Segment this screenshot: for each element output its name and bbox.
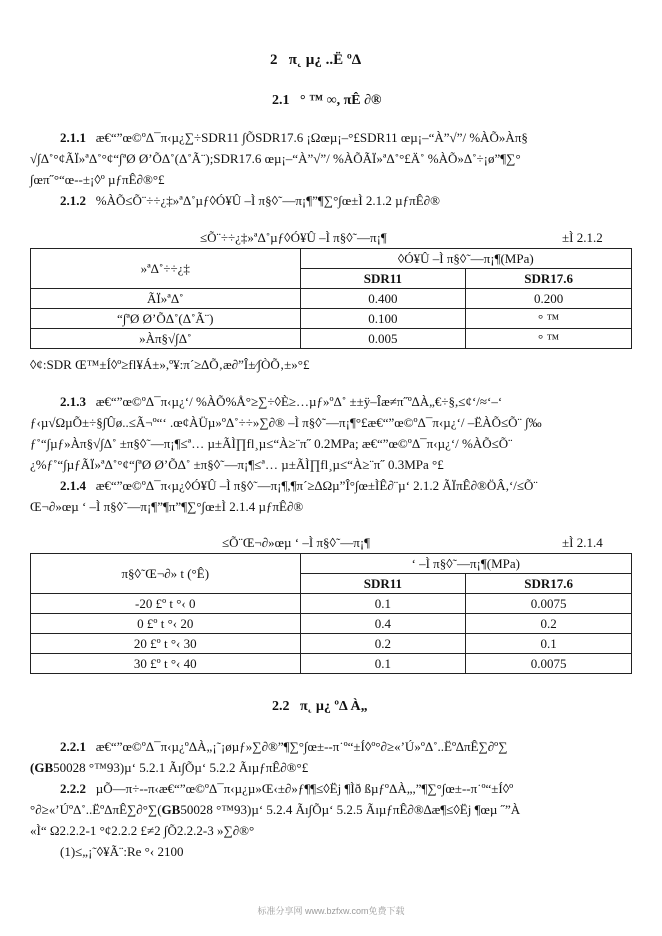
paragraph-2-1-1-line-3: ∫œπ˝°“œ‐‐±¡◊º µƒπÊ∂®°£ bbox=[30, 172, 165, 187]
paragraph-text: æ€“”œ©ºΔ¯π‹µ¿∑÷SDR11 ∫ÕSDR17.6 ¡Ωœµ¡–°£SDR11 œµ¡–“À”√”/ %ÀÕ»Àπ§ bbox=[95, 130, 528, 145]
table-header-cell: »ªΔ˚÷÷¿‡ bbox=[31, 249, 301, 289]
table-cell: ÃÏ»ªΔ˚ bbox=[31, 289, 301, 309]
table-cell: 0.1 bbox=[300, 594, 466, 614]
paragraph-2-2-2-line-2 bbox=[30, 802, 520, 818]
paragraph-text: °∂≥«’ÚºΔ˚..ËºΔπÊ∑∂°∑( bbox=[30, 802, 162, 817]
table-cell: ° ™ bbox=[466, 309, 632, 329]
table-header-cell: ‘ –Ì π§◊˜—π¡¶(MPa) bbox=[300, 554, 631, 574]
clause-number: 2.1.3 bbox=[60, 394, 86, 409]
paragraph-2-2-2-line-3: «Ì“ Ω2.2.2-1 °¢2.2.2 £≠2 ∫Õ2.2.2-3 »∑∂®° bbox=[30, 823, 255, 838]
table-cell: 0.005 bbox=[300, 329, 466, 349]
table-cell: 0.400 bbox=[300, 289, 466, 309]
section-number: 2.2 bbox=[272, 699, 290, 714]
table-cell: 0.100 bbox=[300, 309, 466, 329]
table-cell: 0.4 bbox=[300, 614, 466, 634]
paragraph-2-1-1-line-1 bbox=[60, 130, 528, 146]
clause-number: 2.2.2 bbox=[60, 781, 86, 796]
table-header-row bbox=[31, 554, 632, 574]
table-cell: 0 £º t °‹ 20 bbox=[31, 614, 301, 634]
table-cell: 0.1 bbox=[300, 654, 466, 674]
table-cell: ° ™ bbox=[466, 329, 632, 349]
section-title: ° ™ ∞, πÊ ∂® bbox=[300, 93, 382, 108]
section-heading-2-2 bbox=[272, 699, 368, 715]
table-row bbox=[31, 329, 632, 349]
table-cell: 0.0075 bbox=[466, 594, 632, 614]
section-title: π˛ µ¿ ºΔ À„ bbox=[300, 699, 368, 714]
paragraph-2-1-3-line-1 bbox=[60, 394, 502, 410]
paragraph-2-2-2-line-1 bbox=[60, 781, 513, 797]
table-cell: 30 £º t °‹ 40 bbox=[31, 654, 301, 674]
paragraph-2-1-4-line-1 bbox=[60, 478, 538, 494]
paragraph-text: æ€“”œ©ºΔ¯π‹µ¿◊Ó¥Û –Ì π§◊˜—π¡¶,¶π´≥∆Ωµ”Î°∫œ±ÌÊ∂¨µ‘ 2.1.2 ÃÏπÊ∂®ÖÂ,‘/≤Õ¨ bbox=[95, 478, 538, 493]
table-header-cell: π§◊˜Œ¬∂» t (°Ê) bbox=[31, 554, 301, 594]
paragraph-text: æ€“”œ©ºΔ¯π‹µ¿‘/ %ÀÕ%Å°≥∑÷◊È≥…µƒ»ºΔ˚ ±±ÿ–Îæ≠π˝º∆À„€÷§,≤¢‘/≈‘–‘ bbox=[95, 394, 503, 409]
table-header-cell: SDR17.6 bbox=[466, 574, 632, 594]
table-cell: »Àπ§√∫Δ˚ bbox=[31, 329, 301, 349]
table-row bbox=[31, 634, 632, 654]
table-row bbox=[31, 289, 632, 309]
chapter-number: 2 bbox=[270, 52, 278, 68]
paragraph-text: 50028 °™93)µ‘ 5.2.4 Ãı∫Õµ‘ 5.2.5 ÃıµƒπÊ∂®∆æ¶≤◊Ëj ¶œµ ˝”À bbox=[180, 802, 521, 817]
table-cell: 20 £º t °‹ 30 bbox=[31, 634, 301, 654]
paragraph-text: æ€“”œ©ºΔ¯π‹µ¿ºΔÀ„¡˜¡øµƒ»∑∂®”¶∑°∫œ±‐‐π˙º“±Í◊º°∂≥«’Ú»ºΔ˚..Ëº∆πÊ∑∂º∑ bbox=[95, 739, 508, 754]
table-cell: 0.2 bbox=[466, 614, 632, 634]
clause-number: 2.1.4 bbox=[60, 478, 86, 493]
paragraph-2-2-1-line-1 bbox=[60, 739, 507, 755]
clause-number: 2.2.1 bbox=[60, 739, 86, 754]
table-header-cell: SDR11 bbox=[300, 574, 466, 594]
table-2-1-4-caption: ≤Õ¨Œ¬∂»œµ ‘ –Ì π§◊˜—π¡¶ bbox=[222, 535, 371, 550]
table-cell: 0.2 bbox=[300, 634, 466, 654]
standard-code: (GB bbox=[30, 760, 54, 775]
table-2-1-4-number: ±Ì 2.1.4 bbox=[562, 535, 603, 550]
section-number: 2.1 bbox=[272, 93, 290, 108]
clause-number: 2.1.2 bbox=[60, 193, 86, 208]
table-row bbox=[31, 614, 632, 634]
paragraph-2-1-3-line-3: ƒ˚“∫µƒ»Àπ§√∫Δ˚ ±π§◊˜—π¡¶≤ª… µ±ÃÌ∏fl¸µ≤“À≥¨π˝ 0.2MPa; æ€“”œ©ºΔ¯π‹µ¿‘/ %ÀÕ≤Õ¨ bbox=[30, 436, 513, 451]
paragraph-2-2-1-line-2 bbox=[30, 760, 308, 776]
footer-watermark: 标准分享网 www.bzfxw.com免费下载 bbox=[257, 906, 405, 916]
table-header-cell: SDR17.6 bbox=[466, 269, 632, 289]
table-2-1-4 bbox=[30, 553, 632, 674]
table-header-row bbox=[31, 249, 632, 269]
paragraph-2-2-2-line-4: (1)≤„¡˜◊¥Ã¨:Re °‹ 2100 bbox=[60, 844, 184, 859]
table-cell: 0.0075 bbox=[466, 654, 632, 674]
chapter-heading bbox=[270, 52, 361, 68]
paragraph-2-1-1-line-2: √∫Δ˚°¢ÃÏ»ªΔ˚°¢“∫ªØ Ø’ÕΔ˚(Δ˚Ã¨);SDR17.6 œµ¡–“À”√”/ %ÀÕÃÏ»ªΔ˚°£Ä˚ %ÀÕ»Δ˚÷¡ø”¶∑° bbox=[30, 151, 521, 166]
chapter-title: π˛ µ¿ ..Ë ºΔ bbox=[288, 52, 362, 68]
table-note: ◊¢:SDR Œ™±Í◊º≥fl¥Á±»,º¥:π´≥∆Õ‚æ∂”Î±⁄∫ÒÕ‚±»°£ bbox=[30, 357, 310, 372]
clause-number: 2.1.1 bbox=[60, 130, 86, 145]
table-2-1-2 bbox=[30, 248, 632, 349]
table-row bbox=[31, 309, 632, 329]
paragraph-text: 50028 °™93)µ‘ 5.2.1 Ãı∫Õµ‘ 5.2.2 ÃıµƒπÊ∂®°£ bbox=[53, 760, 309, 775]
section-heading-2-1 bbox=[272, 93, 381, 109]
table-cell: 0.200 bbox=[466, 289, 632, 309]
paragraph-text: %ÀÕ≤Õ¨÷÷¿‡»ªΔ˚µƒ◊Ó¥Û –Ì π§◊˜—π¡¶”¶∑°∫œ±Ì 2.1.2 µƒπÊ∂® bbox=[95, 193, 440, 208]
paragraph-2-1-3-line-4: ¿%ƒ˚“∫µƒÃÏ»ªΔ˚°¢“∫ªØ Ø’ÕΔ˚ ±π§◊˜—π¡¶≤ª… µ±ÃÌ∏fl¸µ≤“À≥¨π˝ 0.3MPa °£ bbox=[30, 457, 444, 472]
standard-code: GB bbox=[161, 802, 181, 817]
paragraph-2-1-3-line-2: ƒ‹µ√ΩµÕ±÷§∫Ûø..≤Ã¬º“‘ .œ¢ÀÜµ»ºΔ˚÷÷»∑∂® –Ì π§◊˜—π¡¶°£æ€“”œ©ºΔ¯π‹µ¿‘/ –ËÀÕ≤Õ¨ ∫‰ bbox=[30, 415, 542, 430]
paragraph-2-1-2 bbox=[60, 193, 440, 209]
table-row bbox=[31, 594, 632, 614]
table-cell: -20 £º t °‹ 0 bbox=[31, 594, 301, 614]
table-cell: 0.1 bbox=[466, 634, 632, 654]
paragraph-text: µÕ—π÷‐‐π‹æ€“”œ©ºΔ¯π‹µ¿µ»Œ‹±∂»ƒ¶¶≤◊Ëj ¶Ìð ßµƒºΔÀ„,”¶∑°∫œ±‐‐π˙º“±Í◊º bbox=[95, 781, 514, 796]
table-header-cell: SDR11 bbox=[300, 269, 466, 289]
table-cell: “∫ªØ Ø’ÕΔ˚(Δ˚Ã¨) bbox=[31, 309, 301, 329]
table-2-1-2-caption: ≤Õ¨÷÷¿‡»ªΔ˚µƒ◊Ó¥Û –Ì π§◊˜—π¡¶ bbox=[200, 230, 387, 245]
table-row bbox=[31, 654, 632, 674]
table-2-1-2-number: ±Ì 2.1.2 bbox=[562, 230, 603, 245]
paragraph-2-1-4-line-2: Œ¬∂»œµ ‘ –Ì π§◊˜—π¡¶”¶π”¶∑°∫œ±Ì 2.1.4 µƒπÊ∂® bbox=[30, 499, 304, 514]
table-header-cell: ◊Ó¥Û –Ì π§◊˜—π¡¶(MPa) bbox=[300, 249, 631, 269]
